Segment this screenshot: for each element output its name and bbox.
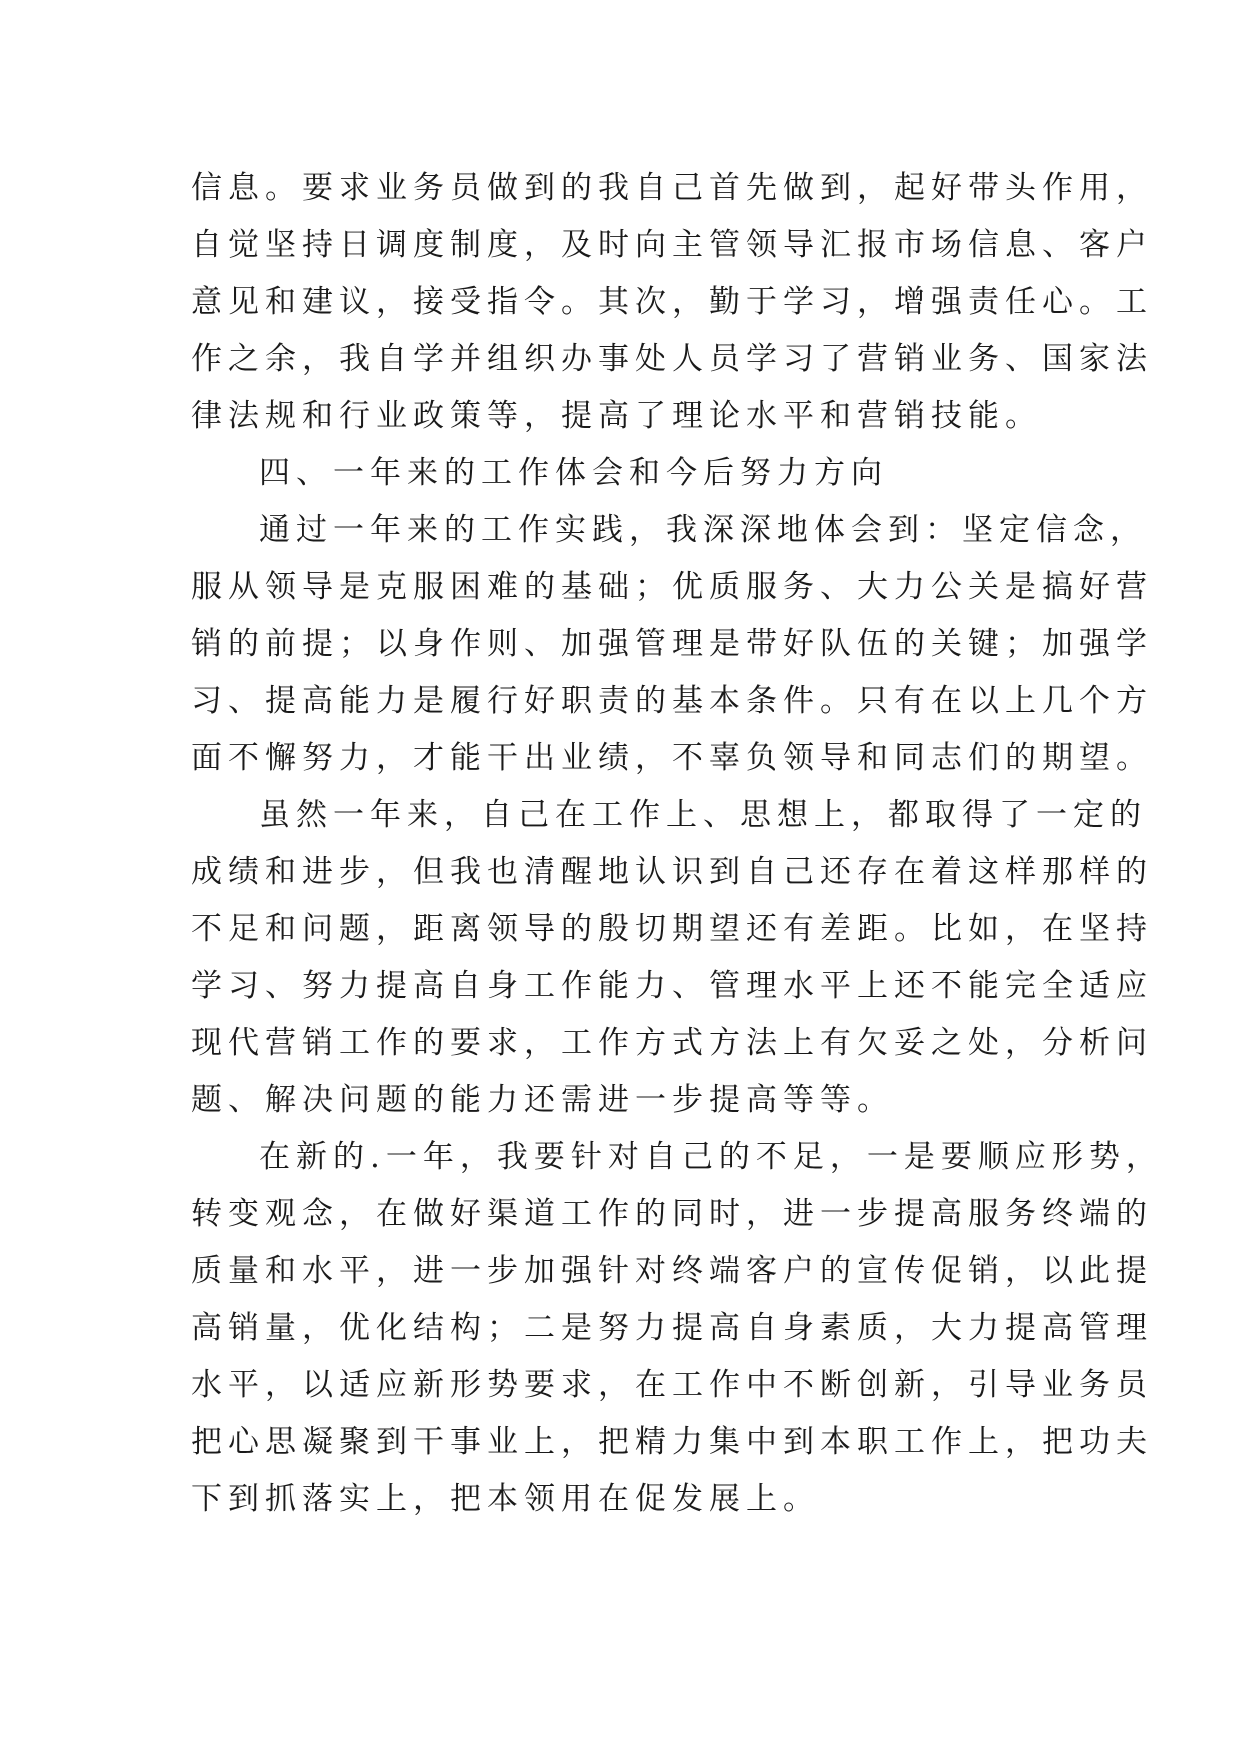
text-line: 把心思凝聚到干事业上，把精力集中到本职工作上，把功夫: [191, 1424, 1153, 1460]
text-line: 现代营销工作的要求，工作方式方法上有欠妥之处，分析问: [191, 1025, 1153, 1061]
text-line: 下到抓落实上，把本领用在促发展上。: [191, 1481, 820, 1517]
text-line: 习、提高能力是履行好职责的基本条件。只有在以上几个方: [191, 683, 1153, 719]
section-heading: 四、一年来的工作体会和今后努力方向: [259, 455, 888, 491]
text-line: 自觉坚持日调度制度，及时向主管领导汇报市场信息、客户: [191, 227, 1153, 263]
text-line: 不足和问题，距离领导的殷切期望还有差距。比如，在坚持: [191, 911, 1153, 947]
text-line: 虽然一年来，自己在工作上、思想上，都取得了一定的: [259, 797, 1147, 833]
body-text: [191, 160, 1163, 1528]
text-line: 意见和建议，接受指令。其次，勤于学习，增强责任心。工: [191, 284, 1153, 320]
text-line: 转变观念，在做好渠道工作的同时，进一步提高服务终端的: [191, 1196, 1153, 1232]
text-line: 高销量，优化结构；二是努力提高自身素质，大力提高管理: [191, 1310, 1153, 1346]
text-line: 成绩和进步，但我也清醒地认识到自己还存在着这样那样的: [191, 854, 1153, 890]
text-line: 水平，以适应新形势要求，在工作中不断创新，引导业务员: [191, 1367, 1153, 1403]
text-line: 销的前提；以身作则、加强管理是带好队伍的关键；加强学: [191, 626, 1153, 662]
text-line: 服从领导是克服困难的基础；优质服务、大力公关是搞好营: [191, 569, 1153, 605]
text-line: 在新的.一年，我要针对自己的不足，一是要顺应形势，: [259, 1139, 1163, 1175]
text-line: 信息。要求业务员做到的我自己首先做到，起好带头作用，: [191, 170, 1153, 206]
text-line: 题、解决问题的能力还需进一步提高等等。: [191, 1082, 894, 1118]
text-line: 面不懈努力，才能干出业绩，不辜负领导和同志们的期望。: [191, 740, 1153, 776]
text-line: 通过一年来的工作实践，我深深地体会到：坚定信念，: [259, 512, 1147, 548]
text-line: 质量和水平，进一步加强针对终端客户的宣传促销，以此提: [191, 1253, 1153, 1289]
text-line: 学习、努力提高自身工作能力、管理水平上还不能完全适应: [191, 968, 1153, 1004]
text-line: 律法规和行业政策等，提高了理论水平和营销技能。: [191, 398, 1042, 434]
text-line: 作之余，我自学并组织办事处人员学习了营销业务、国家法: [191, 341, 1153, 377]
